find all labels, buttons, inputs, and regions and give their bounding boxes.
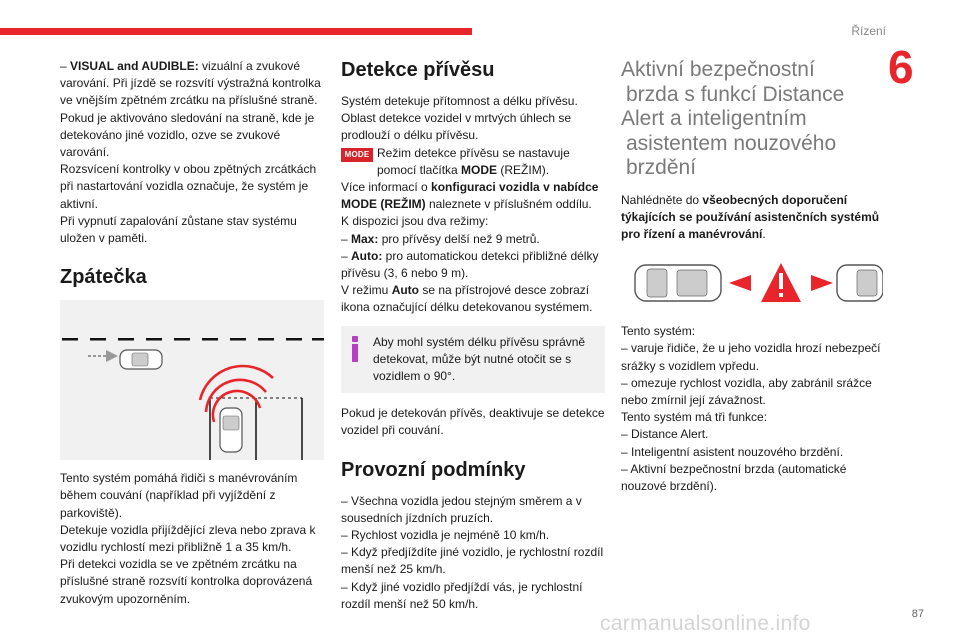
heading-conditions: Provozní podmínky: [341, 458, 526, 481]
function-item: – Distance Alert.: [621, 427, 709, 442]
paragraph-aeb-reference: Nahlédněte do všeobecných doporučení týkajících se používání asistenčních systémů pro řízení a manévrování.: [621, 192, 880, 241]
header-accent-bar: [0, 28, 472, 35]
condition-item: – Rychlost vozidla je nejméně 10 km/h.: [341, 528, 550, 543]
paragraph-system: Tento systém:: [621, 324, 696, 339]
paragraph-reverse-alert: Při detekci vozidla se ve zpětném zrcátku na příslušné straně rozsvítí kontrolka doprovázená zvukovým upozorněním.: [60, 557, 313, 606]
heading-aeb: Aktivní bezpečnostní brzda s funkcí Distance Alert a inteligentním asistentem nouzového brzdění: [621, 58, 845, 179]
paragraph-trailer-intro: Systém detekuje přítomnost a délku přívěsu. Oblast detekce vozidel v mrtvých úhlech se prodlouží o délku přívěsu.: [341, 94, 578, 143]
info-icon: [351, 336, 359, 362]
heading-reverse: Zpátečka: [60, 266, 147, 289]
paragraph-mirror-lamps: Rozsvícení kontrolky v obou zpětných zrcátkách při nastartování vozidla označuje, že systém je aktivní.: [60, 162, 317, 211]
condition-item: – Když předjíždíte jiné vozidlo, je rychlostní rozdíl menší než 25 km/h.: [341, 545, 604, 577]
paragraph-reverse-intro: Tento systém pomáhá řidiči s manévrováním během couvání (například při vyjíždění z parkoviště).: [60, 471, 298, 520]
mode-auto: – Auto: pro automatickou detekci přibližné délky přívěsu (3, 6 nebo 9 m).: [341, 248, 599, 281]
mode-max: – Max: pro přívěsy delší než 9 metrů.: [341, 231, 540, 246]
mode-note: MODE Režim detekce přívěsu se nastavuje pomocí tlačítka MODE (REŽIM).: [341, 145, 605, 179]
column-middle: [341, 58, 605, 613]
figure-collision-warning: [621, 257, 883, 309]
warning-triangle-icon: [761, 263, 801, 302]
paragraph-memory: Při vypnutí zapalování zůstane stav systému uložen v paměti.: [60, 213, 297, 246]
paragraph-visual-audible: – VISUAL and AUDIBLE: vizuální a zvukové varování. Při jízdě se rozsvítí výstražná kontrolka ve vnějším zpětném zrcátku na příslušné straně. Pokud je aktivováno sledování na straně, kde je detekováno jiné vozidlo, ozve se zvukové varování.: [60, 59, 321, 160]
paragraph-reverse-detect: Detekuje vozidla přijíždějící zleva nebo zprava k vozidlu rychlostí mezi přibližně 1 a 35 km/h.: [60, 522, 316, 555]
info-box: [341, 326, 605, 394]
condition-item: – Všechna vozidla jedou stejným směrem a v sousedních jízdních pruzích.: [341, 493, 582, 525]
heading-trailer: Detekce přívěsu: [341, 59, 495, 81]
system-item: – omezuje rychlost vozidla, aby zabránil srážce nebo zmírnil její závažnost.: [621, 375, 872, 407]
watermark: carmanualsonline.info: [600, 612, 811, 635]
page-number: 87: [911, 608, 924, 620]
condition-item: – Když jiné vozidlo předjíždí vás, je rychlostní rozdíl menší než 50 km/h.: [341, 579, 583, 611]
paragraph-more-info: Více informací o konfiguraci vozidla v nabídce MODE (REŽIM) naleznete v příslušném oddílu.: [341, 180, 599, 212]
paragraph-auto-icon: V režimu Auto se na přístrojové desce zobrazí ikona označující délku detekovanou systémem.: [341, 283, 593, 315]
system-item: – varuje řidiče, že u jeho vozidla hrozí nebezpečí srážky s vozidlem vpředu.: [621, 341, 881, 373]
function-item: – Aktivní bezpečnostní brzda (automatické nouzové brzdění).: [621, 461, 847, 493]
section-title: Řízení: [851, 24, 886, 38]
paragraph-trailer-deactivate: Pokud je detekován přívěs, deaktivuje se detekce vozidel při couvání.: [341, 406, 605, 438]
chapter-number: 6: [888, 41, 914, 93]
paragraph-modes: K dispozici jsou dva režimy:: [341, 214, 489, 229]
info-text: Aby mohl systém délku přívěsu správně detekovat, může být nutné otočit se s vozidlem o 90°.: [373, 334, 586, 384]
column-right: [621, 58, 883, 495]
paragraph-functions: Tento systém má tři funkce:: [621, 410, 768, 425]
column-left: [60, 58, 324, 608]
function-item: – Inteligentní asistent nouzového brzdění.: [621, 444, 844, 459]
mode-button-icon: MODE: [341, 148, 373, 162]
figure-reverse-detection: [60, 300, 324, 460]
